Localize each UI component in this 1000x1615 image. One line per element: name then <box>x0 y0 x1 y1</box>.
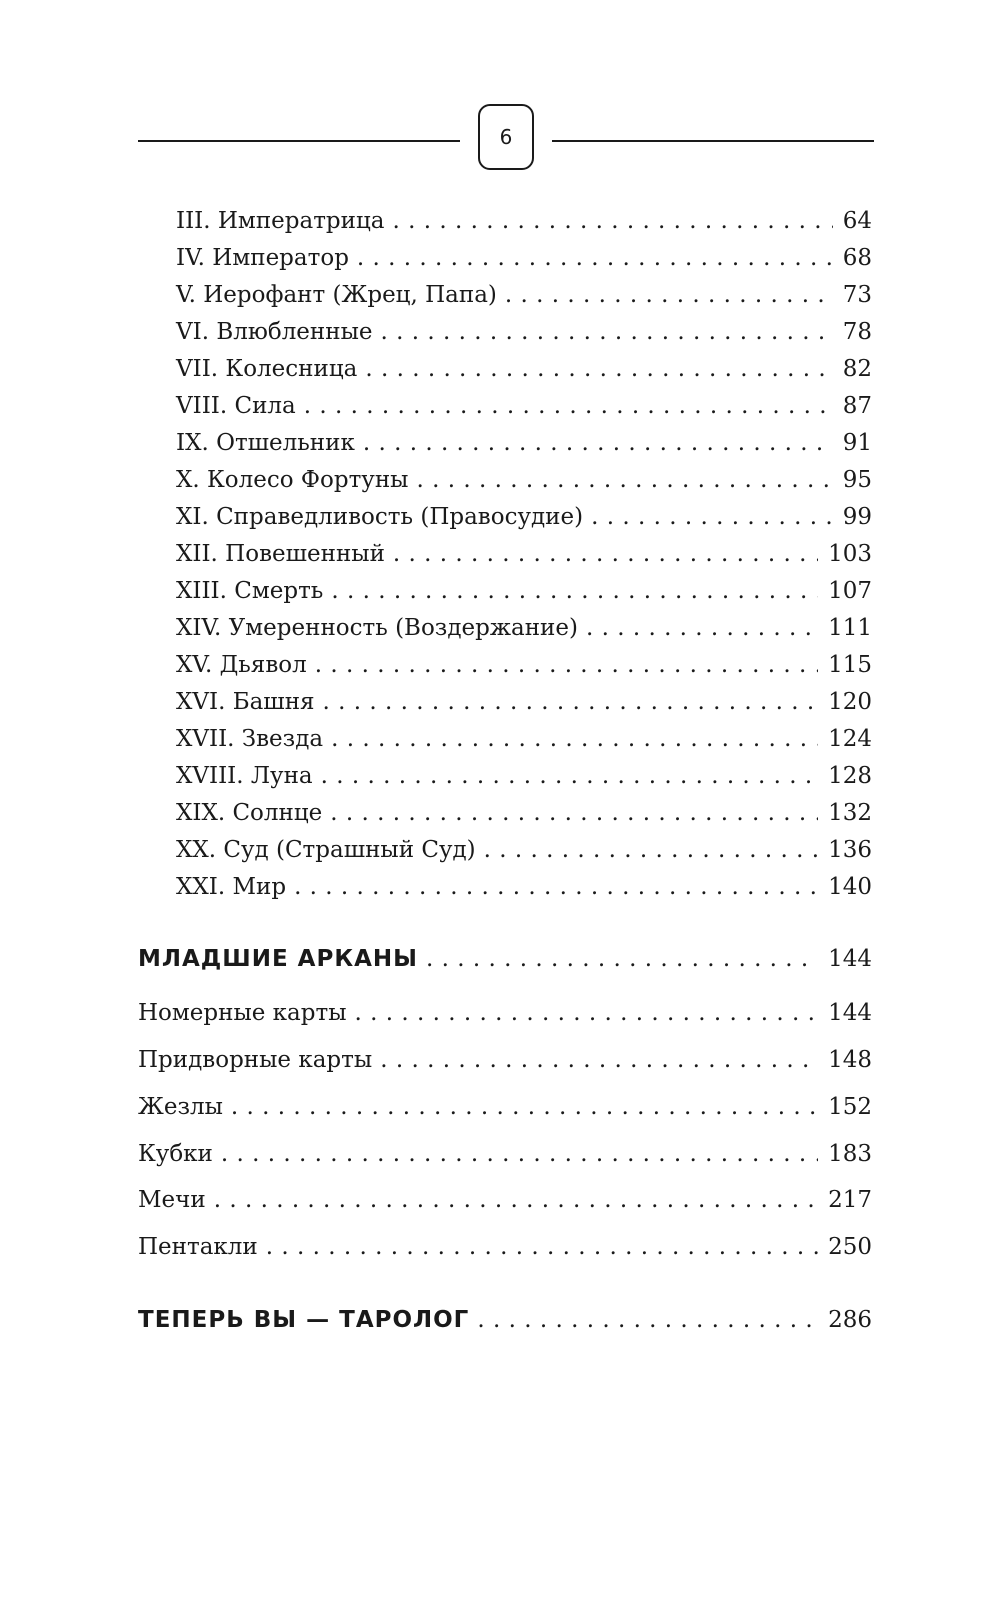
dot-leader <box>392 206 832 236</box>
toc-entry-page: 91 <box>842 430 872 456</box>
toc-entry-title: XII. Повешенный <box>176 541 385 567</box>
toc-entry[interactable] <box>138 998 872 1028</box>
toc-entry-title: Жезлы <box>138 1094 223 1120</box>
toc-entry[interactable] <box>176 465 872 495</box>
dot-leader <box>380 1045 818 1075</box>
toc-entry-title: XV. Дьявол <box>176 652 307 678</box>
dot-leader <box>330 798 818 828</box>
toc-entry[interactable] <box>176 724 872 754</box>
page-number: 6 <box>478 104 534 170</box>
toc-entry[interactable] <box>138 1045 872 1075</box>
toc-entry[interactable] <box>176 576 872 606</box>
dot-leader <box>231 1092 818 1122</box>
toc-entry-page: 144 <box>828 1000 872 1026</box>
toc-entry-page: 87 <box>842 393 872 419</box>
toc-entry-title: VIII. Сила <box>176 393 296 419</box>
dot-leader <box>477 1305 818 1335</box>
toc-entry-page: 140 <box>828 874 872 900</box>
dot-leader <box>266 1232 818 1262</box>
toc-section-page: 286 <box>828 1307 872 1333</box>
toc-entry-page: 73 <box>842 282 872 308</box>
toc-entry-title: XXI. Мир <box>176 874 287 900</box>
toc-entry[interactable] <box>176 391 872 421</box>
toc-entry[interactable] <box>176 206 872 236</box>
toc-section-minor-arcana[interactable] <box>138 944 872 974</box>
header-rule-left <box>138 140 460 142</box>
toc-section-final[interactable] <box>138 1305 872 1335</box>
toc-entry[interactable] <box>176 650 872 680</box>
toc-entry[interactable] <box>176 354 872 384</box>
toc-entry-title: IV. Император <box>176 245 349 271</box>
dot-leader <box>505 280 833 310</box>
toc-entry-page: 183 <box>828 1141 872 1167</box>
toc-entry-page: 107 <box>828 578 872 604</box>
toc-entry-title: V. Иерофант (Жрец, Папа) <box>176 282 497 308</box>
toc-entry-page: 82 <box>842 356 872 382</box>
toc-entry[interactable] <box>176 761 872 791</box>
toc-entry-title: Придворные карты <box>138 1047 373 1073</box>
toc-entry[interactable] <box>176 243 872 273</box>
toc-entry-page: 103 <box>828 541 872 567</box>
toc-entry-title: X. Колесо Фортуны <box>176 467 409 493</box>
toc-entry[interactable] <box>176 613 872 643</box>
toc-entry[interactable] <box>176 687 872 717</box>
toc-entry-title: XVI. Башня <box>176 689 315 715</box>
toc-entry-page: 148 <box>828 1047 872 1073</box>
toc-entry-title: XX. Суд (Страшный Суд) <box>176 837 476 863</box>
toc-entry-page: 128 <box>828 763 872 789</box>
dot-leader <box>381 317 833 347</box>
page-header <box>138 104 874 176</box>
toc-entry[interactable] <box>176 502 872 532</box>
toc-entry-title: Номерные карты <box>138 1000 347 1026</box>
dot-leader <box>294 872 818 902</box>
toc-entry-page: 136 <box>828 837 872 863</box>
dot-leader <box>214 1185 818 1215</box>
toc-entry-page: 120 <box>828 689 872 715</box>
toc-entry[interactable] <box>176 539 872 569</box>
dot-leader <box>363 428 833 458</box>
toc-entry-title: XIV. Умеренность (Воздержание) <box>176 615 578 641</box>
toc-entry-page: 95 <box>842 467 872 493</box>
toc-entry[interactable] <box>176 280 872 310</box>
toc-entry-title: Мечи <box>138 1187 206 1213</box>
toc-entry-page: 250 <box>828 1234 872 1260</box>
dot-leader <box>331 724 818 754</box>
toc-entry[interactable] <box>138 1185 872 1215</box>
dot-leader <box>357 243 833 273</box>
dot-leader <box>416 465 832 495</box>
toc-entry[interactable] <box>138 1092 872 1122</box>
toc-entry-title: XVII. Звезда <box>176 726 324 752</box>
dot-leader <box>393 539 818 569</box>
toc-entry-title: III. Императрица <box>176 208 385 234</box>
dot-leader <box>304 391 833 421</box>
toc-entry-page: 124 <box>828 726 872 752</box>
toc-entry-page: 217 <box>828 1187 872 1213</box>
toc-entry-title: Кубки <box>138 1141 213 1167</box>
toc-entry[interactable] <box>176 428 872 458</box>
header-rule-right <box>552 140 874 142</box>
toc-entry-page: 99 <box>842 504 872 530</box>
toc-entry[interactable] <box>176 317 872 347</box>
toc-entry[interactable] <box>176 798 872 828</box>
toc-entry-title: XI. Справедливость (Правосудие) <box>176 504 584 530</box>
dot-leader <box>426 944 818 974</box>
toc-entry-page: 132 <box>828 800 872 826</box>
dot-leader <box>586 613 818 643</box>
toc-entry-title: VI. Влюбленные <box>176 319 373 345</box>
dot-leader <box>484 835 818 865</box>
toc-entry-title: VII. Колесница <box>176 356 358 382</box>
toc-entry-title: XVIII. Луна <box>176 763 313 789</box>
toc-section-page: 144 <box>828 946 872 972</box>
toc-entry[interactable] <box>138 1139 872 1169</box>
dot-leader <box>221 1139 818 1169</box>
toc-entry[interactable] <box>176 835 872 865</box>
toc-entry-page: 64 <box>842 208 872 234</box>
dot-leader <box>315 650 818 680</box>
toc-entry-page: 115 <box>828 652 872 678</box>
toc-entry-page: 68 <box>842 245 872 271</box>
dot-leader <box>331 576 818 606</box>
dot-leader <box>591 502 833 532</box>
toc-entry[interactable] <box>176 872 872 902</box>
dot-leader <box>323 687 819 717</box>
toc-entry-title: IX. Отшельник <box>176 430 355 456</box>
toc-section-title: МЛАДШИЕ АРКАНЫ <box>138 946 418 972</box>
toc-entry-title: Пентакли <box>138 1234 258 1260</box>
dot-leader <box>365 354 832 384</box>
toc-entry-title: XIX. Солнце <box>176 800 323 826</box>
toc-entry[interactable] <box>138 1232 872 1262</box>
dot-leader <box>321 761 818 791</box>
toc-entry-title: XIII. Смерть <box>176 578 324 604</box>
toc-entry-page: 152 <box>828 1094 872 1120</box>
toc-entry-page: 111 <box>828 615 872 641</box>
toc-section-title: ТЕПЕРЬ ВЫ — ТАРОЛОГ <box>138 1307 470 1333</box>
dot-leader <box>355 998 819 1028</box>
toc-entry-page: 78 <box>842 319 872 345</box>
